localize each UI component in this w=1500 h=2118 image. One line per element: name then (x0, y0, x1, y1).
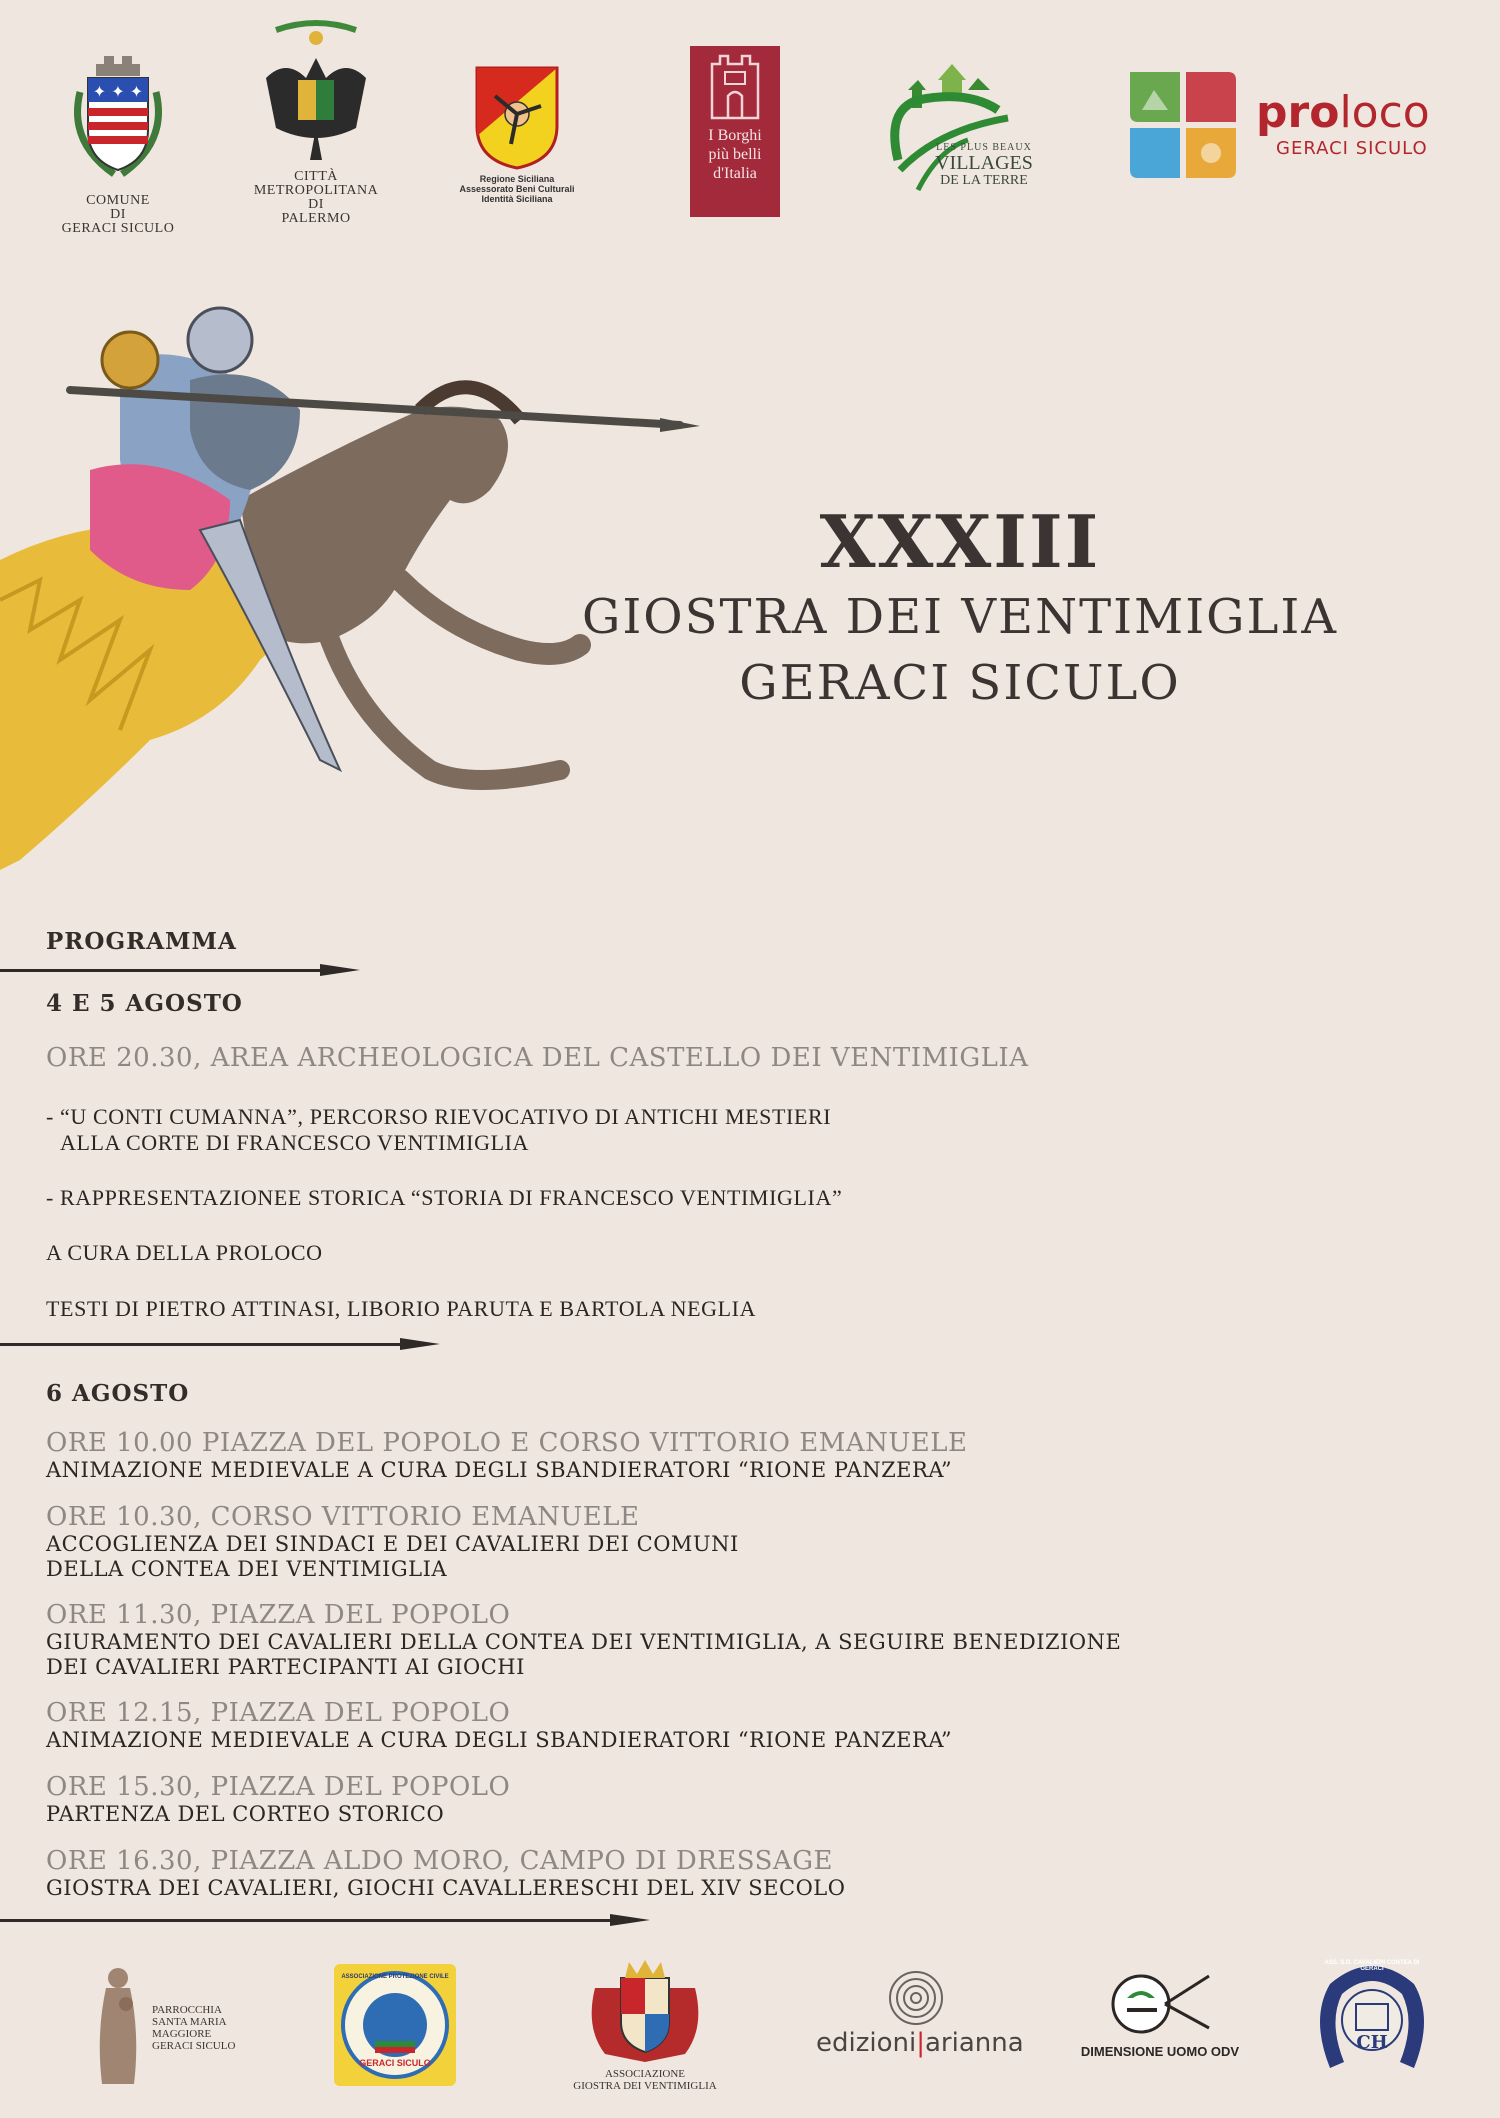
parrocchia-caption-2: SANTA MARIA (152, 2016, 227, 2028)
trinacria-icon (475, 66, 559, 170)
metropolitana-caption-1: CITTÀ (294, 169, 338, 184)
day1-item1-line1: - “U CONTI CUMANNA”, PERCORSO RIEVOCATIVO DI ANTICHI MESTIERI (46, 1104, 832, 1129)
parrocchia-logo (88, 1964, 258, 2094)
madonna-statue-icon (88, 1964, 148, 2092)
borghi-text-1: I Borghi (708, 127, 762, 144)
day2-event-4 (46, 1698, 952, 1753)
villages-logo (878, 50, 1038, 200)
event-desc: DELLA CONTEA DEI VENTIMIGLIA (46, 1557, 448, 1581)
horseshoe-icon (1310, 1958, 1434, 2078)
labyrinth-icon (886, 1970, 946, 2026)
event-time: ORE 12.15, PIAZZA DEL POPOLO (46, 1698, 511, 1728)
day1-date: 4 E 5 AGOSTO (46, 990, 243, 1017)
proloco-text-pro: pro (1256, 87, 1340, 138)
event-time: ORE 10.30, CORSO VITTORIO EMANUELE (46, 1502, 640, 1532)
parrocchia-caption-1: PARROCCHIA (152, 2004, 222, 2016)
event-desc: ANIMAZIONE MEDIEVALE A CURA DEGLI SBANDIERATORI “RIONE PANZERA” (46, 1458, 953, 1482)
divider-lance-2 (0, 1338, 440, 1350)
borghi-text-2: più belli (708, 146, 762, 163)
event-desc: ANIMAZIONE MEDIEVALE A CURA DEGLI SBANDIERATORI “RIONE PANZERA” (46, 1728, 953, 1752)
comune-caption-2: DI (110, 207, 126, 222)
borghi-text-3: d'Italia (713, 165, 757, 182)
day2-event-5 (46, 1772, 510, 1827)
associazione-giostra-logo (560, 1958, 730, 2108)
dimensione-uomo-text: DIMENSIONE UOMO ODV (1080, 2044, 1240, 2059)
comune-caption-3: GERACI SICULO (61, 221, 175, 236)
day1-time: ORE 20.30, AREA ARCHEOLOGICA DEL CASTELLO DEI VENTIMIGLIA (46, 1043, 1029, 1073)
dimensione-uomo-logo (1080, 1968, 1240, 2078)
day2-event-3 (46, 1600, 1121, 1680)
compass-icon (1105, 1968, 1215, 2038)
regione-caption-3: Identità Siciliana (481, 194, 553, 204)
proloco-text-loco: loco (1339, 87, 1430, 138)
event-desc: DEI CAVALIERI PARTECIPANTI AI GIOCHI (46, 1655, 525, 1679)
borghi-logo (690, 46, 780, 217)
associazione-caption-2: GIOSTRA DEI VENTIMIGLIA (573, 2080, 717, 2092)
cavalieri-ring-text: ASS. S.D. CAVALIERI CONTEA DI GERACI (1324, 1960, 1420, 1972)
event-time: ORE 15.30, PIAZZA DEL POPOLO (46, 1772, 511, 1802)
day2-event-1 (46, 1428, 968, 1483)
edizioni-text: edizioni (816, 2028, 917, 2058)
event-desc: GIURAMENTO DEI CAVALIERI DELLA CONTEA DEI VENTIMIGLIA, A SEGUIRE BENEDIZIONE (46, 1630, 1122, 1654)
proloco-mosaic-icon (1128, 70, 1238, 180)
regione-caption-2: Assessorato Beni Culturali (459, 184, 575, 194)
title-edition: XXXIII (819, 499, 1101, 584)
day1-item1-line2: ALLA CORTE DI FRANCESCO VENTIMIGLIA (60, 1130, 530, 1155)
protezione-inner-text: GERACI SICULO (359, 2058, 431, 2068)
metropolitana-caption-4: PALERMO (281, 211, 351, 226)
title-main: GIOSTRA DEI VENTIMIGLIA (582, 589, 1338, 645)
parrocchia-caption-4: GERACI SICULO (152, 2040, 236, 2052)
metropolitana-logo (246, 18, 386, 226)
villages-text-2: VILLAGES (935, 152, 1033, 174)
cavalieri-contea-logo (1310, 1958, 1434, 2088)
title-place: GERACI SICULO (739, 655, 1181, 711)
protezione-civile-logo (334, 1964, 456, 2086)
event-time: ORE 11.30, PIAZZA DEL POPOLO (46, 1600, 511, 1630)
proloco-subtext: GERACI SICULO (1276, 138, 1428, 159)
event-desc: PARTENZA DEL CORTEO STORICO (46, 1802, 445, 1826)
programma-heading: PROGRAMMA (46, 928, 237, 955)
top-logo-row (0, 0, 1500, 260)
metropolitana-caption-3: DI (308, 197, 324, 212)
parrocchia-caption-3: MAGGIORE (152, 2028, 212, 2040)
day1-item3: A CURA DELLA PROLOCO (46, 1240, 323, 1265)
villages-text-3: DE LA TERRE (940, 173, 1028, 188)
day1-item2: - RAPPRESENTAZIONEE STORICA “STORIA DI FRANCESCO VENTIMIGLIA” (46, 1185, 843, 1210)
ventimiglia-crest-icon (585, 1958, 705, 2064)
borghi-tower-icon (690, 46, 780, 126)
day1-item1 (46, 1104, 831, 1156)
villages-text-1: LES PLUS BEAUX (936, 142, 1032, 153)
arianna-text: arianna (924, 2028, 1024, 2058)
cavalieri-inner-text: CH (1356, 2032, 1388, 2053)
eagle-crest-icon (246, 18, 386, 178)
svg-text:✦ ✦ ✦: ✦ ✦ ✦ (92, 82, 144, 101)
event-title (520, 500, 1400, 716)
event-time: ORE 16.30, PIAZZA ALDO MORO, CAMPO DI DRESSAGE (46, 1846, 833, 1876)
day2-date: 6 AGOSTO (46, 1380, 190, 1407)
regione-caption-1: Regione Siciliana (479, 174, 555, 184)
divider-lance-3 (0, 1914, 650, 1926)
event-time: ORE 10.00 PIAZZA DEL POPOLO E CORSO VITTORIO EMANUELE (46, 1428, 968, 1458)
metropolitana-caption-2: METROPOLITANA (253, 183, 379, 198)
event-desc: GIOSTRA DEI CAVALIERI, GIOCHI CAVALLERESCHI DEL XIV SECOLO (46, 1876, 846, 1900)
associazione-caption-1: ASSOCIAZIONE (604, 2068, 686, 2080)
divider-lance-1 (0, 964, 360, 976)
regione-logo (452, 66, 582, 204)
comune-logo (58, 52, 178, 236)
comune-crest-icon (58, 52, 178, 184)
proloco-logo (1128, 68, 1448, 184)
comune-caption-1: COMUNE (86, 193, 150, 208)
protezione-ring-text: ASSOCIAZIONE PROTEZIONE CIVILE (341, 1974, 449, 1980)
bottom-logo-row (0, 1950, 1500, 2118)
edizioni-arianna-logo: edizioni|arianna (816, 1970, 1016, 2080)
day2-event-6 (46, 1846, 845, 1901)
day1-item4: TESTI DI PIETRO ATTINASI, LIBORIO PARUTA E BARTOLA NEGLIA (46, 1296, 757, 1321)
day2-event-2 (46, 1502, 739, 1582)
event-desc: ACCOGLIENZA DEI SINDACI E DEI CAVALIERI DEI COMUNI (46, 1532, 739, 1556)
